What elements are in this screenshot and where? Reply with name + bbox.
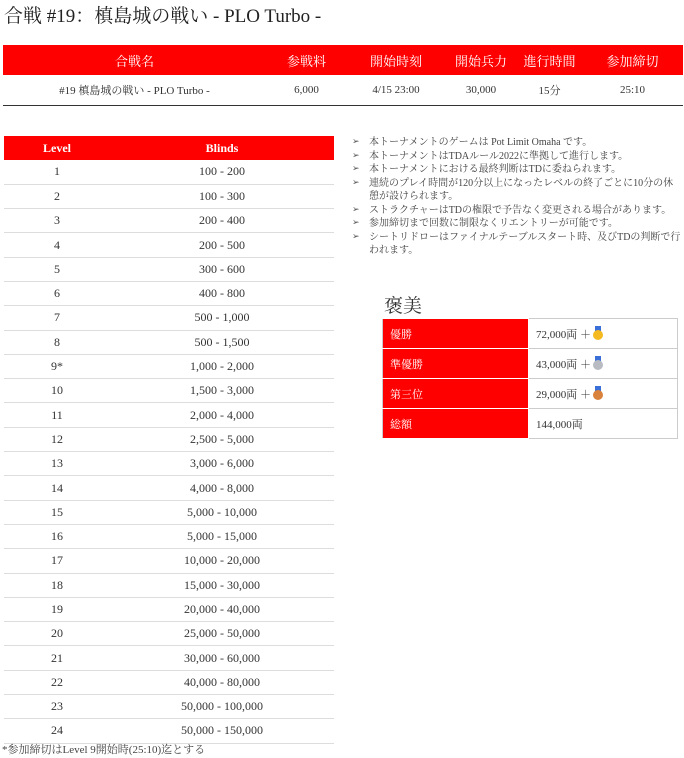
level-row [4,646,334,670]
bronze-medal-icon [593,386,603,400]
level-number: 10 [4,379,110,403]
info-header-row [3,45,683,75]
prize-rank: 優勝 [383,319,529,349]
level-blinds: 30,000 - 60,000 [110,646,334,670]
level-blinds: 100 - 300 [110,184,334,208]
level-row [4,573,334,597]
header-blinds: Blinds [110,136,334,160]
level-row [4,476,334,500]
level-row [4,281,334,305]
tournament-notes [352,136,682,258]
level-blinds: 200 - 500 [110,233,334,257]
level-row [4,622,334,646]
header-start-time: 開始時刻 [347,45,445,75]
prize-row [383,319,678,349]
info-data-row [3,75,683,105]
level-blinds: 500 - 1,000 [110,306,334,330]
level-blinds: 100 - 200 [110,160,334,184]
level-number: 3 [4,209,110,233]
level-number: 9* [4,354,110,378]
note-text: シートリドローはファイナルテーブルスタート時、及びTDの判断で行われます。 [369,231,681,256]
prize-row [383,379,678,409]
level-number: 2 [4,184,110,208]
level-number: 19 [4,597,110,621]
level-blinds: 25,000 - 50,000 [110,622,334,646]
level-number: 16 [4,524,110,548]
level-row [4,427,334,451]
level-number: 12 [4,427,110,451]
level-number: 20 [4,622,110,646]
prize-rank: 総額 [383,409,529,439]
header-battle-name: 合戦名 [3,45,266,75]
level-blinds: 20,000 - 40,000 [110,597,334,621]
page-title: 合戦 #19：槙島城の戦い - PLO Turbo - [4,6,322,27]
level-number: 8 [4,330,110,354]
level-number: 11 [4,403,110,427]
level-blinds: 15,000 - 30,000 [110,573,334,597]
level-blinds: 50,000 - 100,000 [110,695,334,719]
level-row [4,354,334,378]
arrow-bullet-icon: ➢ [352,231,360,242]
level-row [4,549,334,573]
prize-amount-cell [529,409,678,439]
level-blinds: 3,000 - 6,000 [110,452,334,476]
level-row [4,330,334,354]
registration-footnote: *参加締切はLevel 9開始時(25:10)迄とする [2,744,206,756]
entry-fee-value: 6,000 [266,75,347,105]
level-number: 18 [4,573,110,597]
level-rows [4,160,334,743]
gold-medal-icon [593,326,603,340]
prize-amount: 144,000両 [536,418,583,431]
level-blinds: 2,500 - 5,000 [110,427,334,451]
level-row [4,524,334,548]
level-blinds: 1,500 - 3,000 [110,379,334,403]
prize-amount: 29,000両 ＋ [536,388,591,401]
prize-amount: 72,000両 ＋ [536,328,591,341]
header-level: Level [4,136,110,160]
arrow-bullet-icon: ➢ [352,150,360,161]
note-item [352,136,682,150]
header-registration-deadline: 参加締切 [582,45,683,75]
prize-amount-cell [529,319,678,349]
note-item [352,231,682,258]
level-number: 7 [4,306,110,330]
arrow-bullet-icon: ➢ [352,164,360,174]
level-number: 15 [4,500,110,524]
level-number: 22 [4,670,110,694]
level-blinds: 2,000 - 4,000 [110,403,334,427]
registration-deadline-value: 25:10 [582,75,683,105]
note-item [352,177,682,204]
level-blinds: 400 - 800 [110,281,334,305]
prize-table [382,318,678,439]
starting-stack-value: 30,000 [445,75,517,105]
level-number: 24 [4,719,110,743]
header-starting-stack: 開始兵力 [445,45,517,75]
note-text: 本トーナメントはTDAルール2022に準拠して進行します。 [369,150,629,162]
note-item [352,163,682,177]
level-number: 4 [4,233,110,257]
level-duration-value: 15分 [517,75,582,105]
level-number: 6 [4,281,110,305]
note-item [352,217,682,231]
level-blinds: 50,000 - 150,000 [110,719,334,743]
level-blinds: 300 - 600 [110,257,334,281]
level-number: 5 [4,257,110,281]
header-level-duration: 進行時間 [517,45,582,75]
level-blinds: 5,000 - 10,000 [110,500,334,524]
prize-row [383,349,678,379]
level-row [4,500,334,524]
silver-medal-icon [593,356,603,370]
arrow-bullet-icon: ➢ [352,218,360,228]
note-text: 本トーナメントにおける最終判断はTDに委ねられます。 [369,164,622,175]
prize-rank: 第三位 [383,379,529,409]
level-row [4,379,334,403]
prize-rank: 準優勝 [383,349,529,379]
note-text: 本トーナメントのゲームは Pot Limit Omaha です。 [369,137,593,148]
arrow-bullet-icon: ➢ [352,204,360,215]
level-row [4,306,334,330]
level-number: 17 [4,549,110,573]
note-text: 参加締切まで回数に制限なくリエントリーが可能です。 [369,218,618,229]
level-number: 1 [4,160,110,184]
level-row [4,670,334,694]
level-number: 23 [4,695,110,719]
note-item [352,204,682,218]
level-header-row [4,136,334,160]
level-blinds: 1,000 - 2,000 [110,354,334,378]
level-blinds: 4,000 - 8,000 [110,476,334,500]
level-row [4,403,334,427]
level-row [4,695,334,719]
prize-amount-cell [529,379,678,409]
arrow-bullet-icon: ➢ [352,137,360,147]
level-blinds: 200 - 400 [110,209,334,233]
level-row [4,160,334,184]
blind-structure-table [4,136,334,744]
prize-amount-cell [529,349,678,379]
level-number: 21 [4,646,110,670]
header-entry-fee: 参戦料 [266,45,347,75]
note-text: ストラクチャーはTDの権限で予告なく変更される場合があります。 [369,204,672,216]
level-row [4,597,334,621]
prize-heading: 褒美 [384,296,423,317]
level-blinds: 40,000 - 80,000 [110,670,334,694]
prize-row [383,409,678,439]
level-row [4,233,334,257]
prize-amount: 43,000両 ＋ [536,358,591,371]
battle-name-value: #19 槙島城の戦い - PLO Turbo - [3,75,266,105]
level-row [4,719,334,743]
start-time-value: 4/15 23:00 [347,75,445,105]
level-row [4,209,334,233]
arrow-bullet-icon: ➢ [352,177,360,188]
note-text: 連続のプレイ時間が120分以上になったレベルの終了ごとに10分の休憩が設けられます。 [369,177,674,202]
level-number: 14 [4,476,110,500]
note-item [352,150,682,164]
level-row [4,452,334,476]
level-number: 13 [4,452,110,476]
tournament-info-table [3,45,683,106]
level-blinds: 500 - 1,500 [110,330,334,354]
level-row [4,184,334,208]
level-blinds: 10,000 - 20,000 [110,549,334,573]
level-blinds: 5,000 - 15,000 [110,524,334,548]
level-row [4,257,334,281]
